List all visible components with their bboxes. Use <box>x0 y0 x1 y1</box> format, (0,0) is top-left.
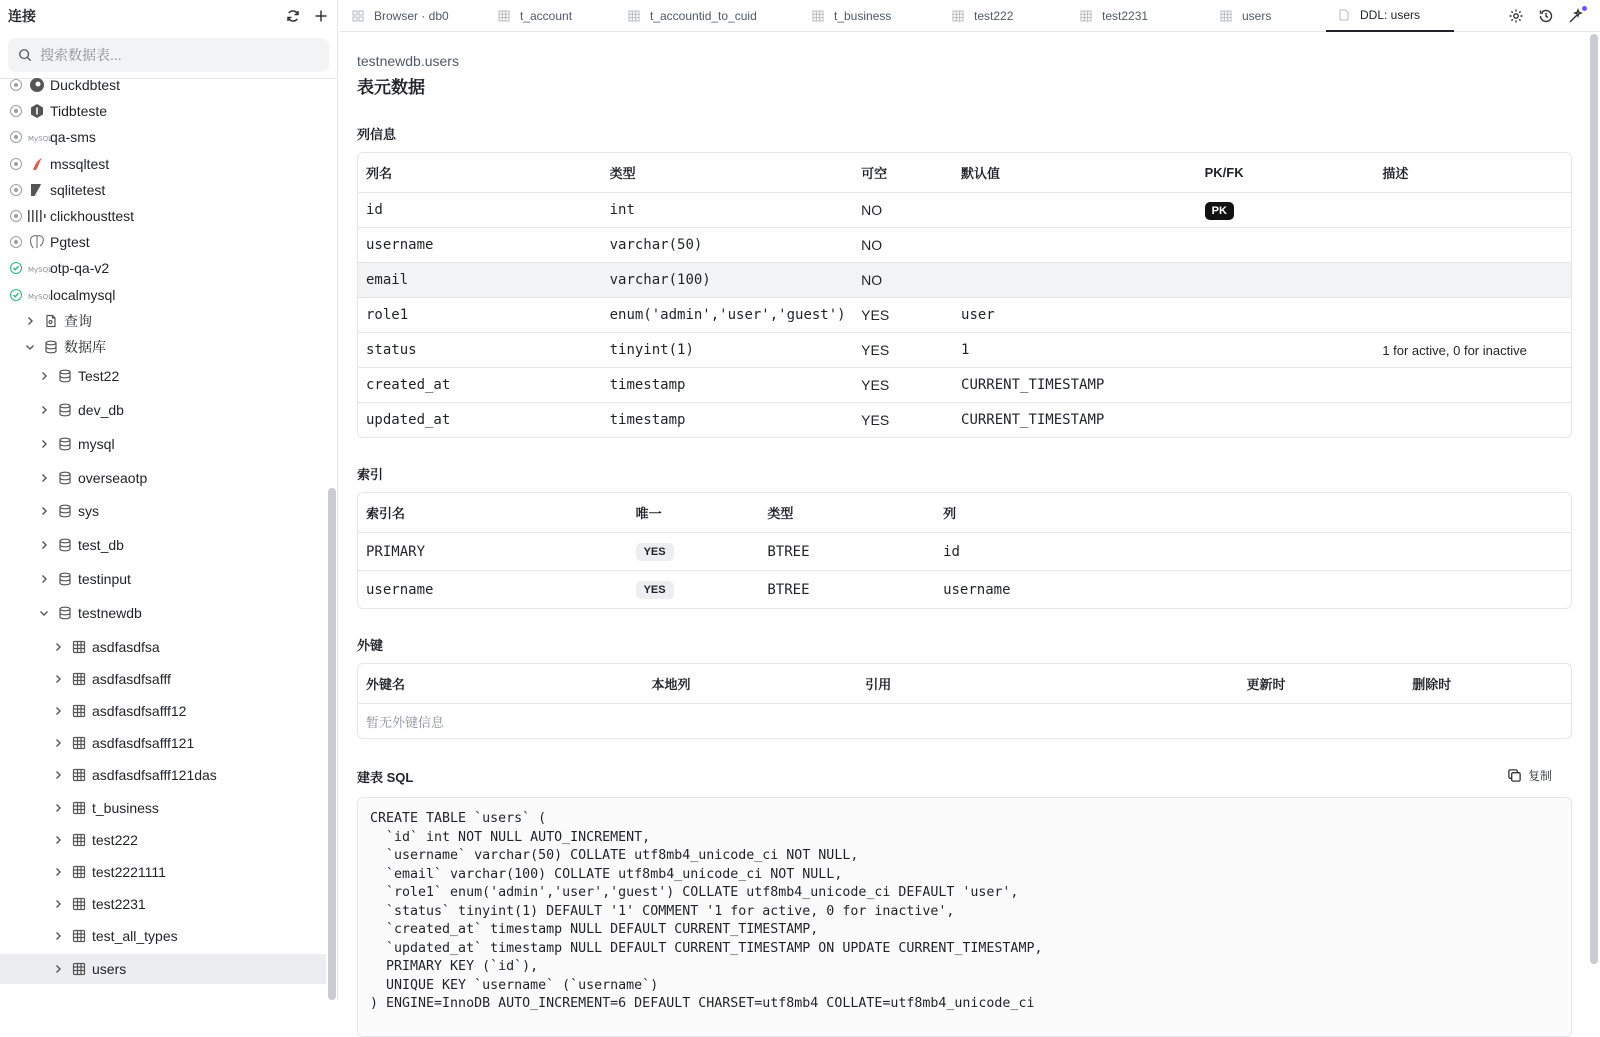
cell-default: 1 <box>961 342 970 358</box>
database-icon <box>58 504 72 518</box>
sidebar-title: 连接 <box>8 8 36 24</box>
cell-pk <box>1197 201 1375 220</box>
chevron-right-icon[interactable] <box>38 573 50 585</box>
chevron-right-icon[interactable] <box>52 930 64 942</box>
chevron-right-icon[interactable] <box>52 963 64 975</box>
query-file-icon <box>44 314 58 328</box>
table-icon <box>72 865 86 879</box>
index-header: 列 <box>943 506 957 521</box>
connection-label: mssqltest <box>50 155 110 172</box>
table-icon <box>812 10 824 22</box>
connection-item[interactable] <box>0 255 326 281</box>
index-cell-name: PRIMARY <box>366 543 426 560</box>
connection-label: localmysql <box>50 286 116 303</box>
tab-label: users <box>1242 8 1272 23</box>
table-item[interactable] <box>0 825 326 855</box>
table-icon <box>72 640 86 654</box>
table-icon <box>1080 10 1092 22</box>
database-label: overseaotp <box>78 469 148 486</box>
database-item[interactable] <box>0 363 326 389</box>
chevron-right-icon[interactable] <box>38 505 50 517</box>
mysql-icon <box>28 287 53 303</box>
fk-header-row <box>358 664 1571 703</box>
table-row[interactable] <box>358 570 1571 608</box>
table-label: test2231 <box>92 896 146 913</box>
table-item[interactable] <box>0 921 326 951</box>
index-header: 索引名 <box>366 506 406 521</box>
grid-icon <box>352 10 364 22</box>
cell-default: CURRENT_TIMESTAMP <box>961 412 1105 428</box>
disconnected-status-icon <box>10 158 22 170</box>
svg-text:MySQL: MySQL <box>28 135 53 144</box>
table-icon <box>72 929 86 943</box>
mysql-icon <box>28 260 53 276</box>
chevron-right-icon[interactable] <box>52 705 64 717</box>
column-header: 描述 <box>1382 166 1409 181</box>
table-label: test_all_types <box>92 928 178 945</box>
foreign-key-table <box>357 663 1572 739</box>
breadcrumb: testnewdb.users <box>357 53 459 69</box>
column-header: 可空 <box>861 166 888 181</box>
columns-section-title: 列信息 <box>357 127 397 142</box>
fk-header: 外键名 <box>366 677 406 692</box>
tab-label: t_business <box>834 8 892 23</box>
cell-name: created_at <box>366 377 451 393</box>
index-header: 类型 <box>767 506 794 521</box>
duckdb-icon <box>28 77 46 93</box>
database-item[interactable] <box>0 566 326 592</box>
tab-ddl-users[interactable] <box>1326 0 1454 32</box>
table-label: asdfasdfsa <box>92 638 160 655</box>
chevron-right-icon[interactable] <box>24 315 36 327</box>
chevron-right-icon[interactable] <box>52 737 64 749</box>
refresh-icon[interactable] <box>285 8 301 24</box>
connection-item[interactable] <box>0 151 326 177</box>
table-row[interactable] <box>358 532 1571 570</box>
connection-item[interactable] <box>0 177 326 203</box>
database-icon <box>58 437 72 451</box>
search-icon <box>18 48 32 62</box>
chevron-down-icon[interactable] <box>24 341 36 353</box>
index-cell-columns: id <box>943 543 960 560</box>
chevron-right-icon[interactable] <box>52 834 64 846</box>
chevron-right-icon[interactable] <box>52 641 64 653</box>
sidebar <box>0 0 338 1000</box>
table-icon <box>72 736 86 750</box>
table-label: asdfasdfsafff121das <box>92 767 217 784</box>
table-row[interactable] <box>358 332 1571 367</box>
table-icon <box>952 10 964 22</box>
tab-bar <box>340 0 1600 32</box>
chevron-right-icon[interactable] <box>52 769 64 781</box>
create-table-sql: CREATE TABLE `users` ( `id` int NOT NULL AUTO_INCREMENT, `username` varchar(50) COLLATE utf8mb4_unicode_ci NOT NULL, `email` varchar(100) COLLATE utf8mb4_unicode_ci NOT NULL, `role1` enum('admin','user','guest') COLLATE utf8mb4_unicode_ci DEFAULT 'user', `status` tinyint(1) DEFAULT '1' COMMENT '1 for active, 0 for inactive', `created_at` timestamp NULL DEFAULT CURRENT_TIMESTAMP, `updated_at` timestamp NULL DEFAULT CURRENT_TIMESTAMP ON UPDATE CURRENT_TIMESTAMP, PRIMARY KEY (`id`), UNIQUE KEY `username` (`username`) ) ENGINE=InnoDB AUTO_INCREMENT=6 DEFAULT CHARSET=utf8mb4 COLLATE=utf8mb4_unicode_ci <box>370 811 1043 1011</box>
cell-nullable: NO <box>861 237 883 253</box>
chevron-right-icon[interactable] <box>52 673 64 685</box>
chevron-right-icon[interactable] <box>52 866 64 878</box>
database-item[interactable] <box>0 498 326 524</box>
cell-nullable: YES <box>861 342 890 358</box>
index-cell-type: BTREE <box>767 581 810 598</box>
column-header: PK/FK <box>1204 165 1244 180</box>
table-row[interactable] <box>358 367 1571 402</box>
copy-button[interactable] <box>1507 767 1552 784</box>
index-table <box>357 492 1572 609</box>
database-icon <box>58 538 72 552</box>
column-header: 默认值 <box>961 166 1001 181</box>
tab-users[interactable] <box>1208 0 1326 32</box>
connection-label: Tidbteste <box>50 103 108 120</box>
database-icon <box>58 606 72 620</box>
table-row[interactable] <box>358 402 1571 437</box>
table-icon <box>72 768 86 782</box>
connection-label: sqlitetest <box>50 181 106 198</box>
database-item[interactable] <box>0 465 326 491</box>
chevron-right-icon[interactable] <box>38 539 50 551</box>
tidb-icon <box>28 103 46 119</box>
database-icon <box>44 340 58 354</box>
column-header: 列名 <box>366 166 393 181</box>
file-icon <box>1338 9 1350 21</box>
chevron-right-icon[interactable] <box>38 370 50 382</box>
index-cell-name: username <box>366 581 434 598</box>
table-row[interactable] <box>358 192 1571 227</box>
table-icon <box>628 10 640 22</box>
table-row[interactable] <box>358 262 1571 297</box>
cell-type: enum('admin','user','guest') <box>609 307 846 323</box>
table-item[interactable] <box>0 793 326 823</box>
notification-dot <box>1582 6 1587 11</box>
add-connection-icon[interactable] <box>313 8 329 24</box>
table-item[interactable] <box>0 664 326 694</box>
cell-type: varchar(50) <box>609 237 703 253</box>
tab-t-accountid-to-cuid[interactable] <box>616 0 800 32</box>
connection-label: Pgtest <box>50 234 90 251</box>
page-title: 表元数据 <box>357 78 425 97</box>
sqlite-icon <box>28 182 46 198</box>
disconnected-status-icon <box>10 210 22 222</box>
index-cell-columns: username <box>943 581 1011 598</box>
column-header: 类型 <box>609 166 636 181</box>
cell-desc: 1 for active, 0 for inactive <box>1382 342 1527 358</box>
search-input[interactable] <box>40 47 300 63</box>
copy-label: 复制 <box>1527 769 1552 783</box>
disconnected-status-icon <box>10 131 22 143</box>
index-header: 唯一 <box>635 506 662 521</box>
tab-test222[interactable] <box>940 0 1068 32</box>
connected-status-icon <box>10 289 22 301</box>
fk-empty-row <box>358 703 1571 738</box>
fk-section-title: 外键 <box>357 638 384 653</box>
unique-badge: YES <box>636 543 674 561</box>
tab-label: t_account <box>520 8 573 23</box>
cell-name: status <box>366 342 417 358</box>
cell-name: email <box>366 272 409 288</box>
table-label: users <box>92 960 127 977</box>
fk-header: 更新时 <box>1246 677 1286 692</box>
fk-header: 本地列 <box>651 677 691 692</box>
cell-nullable: YES <box>861 307 890 323</box>
table-label: asdfasdfsafff12 <box>92 703 187 719</box>
tree-node-databases[interactable] <box>0 334 326 360</box>
cell-nullable: NO <box>861 202 883 218</box>
history-icon[interactable] <box>1538 8 1554 24</box>
database-label: testnewdb <box>78 604 142 621</box>
connection-label: otp-qa-v2 <box>50 260 110 277</box>
disconnected-status-icon <box>10 105 22 117</box>
table-item[interactable] <box>0 696 326 726</box>
sidebar-header <box>0 0 337 32</box>
connection-tree <box>0 77 326 1000</box>
index-cell-unique <box>628 580 760 599</box>
settings-icon[interactable] <box>1508 8 1524 24</box>
clickhouse-icon <box>28 208 46 224</box>
cell-name: role1 <box>366 307 409 323</box>
table-icon <box>72 672 86 686</box>
ai-assistant-button[interactable] <box>1568 8 1584 24</box>
columns-table <box>357 152 1572 438</box>
table-label: asdfasdfsafff121 <box>92 735 195 752</box>
table-label: asdfasdfsafff <box>92 670 171 687</box>
database-item[interactable] <box>0 532 326 558</box>
connected-status-icon <box>10 262 22 274</box>
ddl-panel <box>340 34 1588 1011</box>
connection-item[interactable] <box>0 203 326 229</box>
connection-label: clickhousttest <box>50 208 135 224</box>
database-label: test_db <box>78 537 124 554</box>
table-item[interactable] <box>0 889 326 919</box>
connection-item[interactable] <box>0 282 326 308</box>
database-label: dev_db <box>78 402 124 418</box>
cell-name: id <box>366 202 383 218</box>
table-icon <box>72 897 86 911</box>
table-item[interactable] <box>0 728 326 758</box>
main-scrollbar[interactable] <box>1590 34 1598 964</box>
chevron-right-icon[interactable] <box>38 404 50 416</box>
cell-name: updated_at <box>366 412 451 428</box>
tab-label: t_accountid_to_cuid <box>650 8 757 23</box>
copy-icon <box>1507 768 1522 783</box>
table-icon <box>72 833 86 847</box>
connection-item[interactable] <box>0 229 326 255</box>
tab-browser-db0[interactable] <box>340 0 486 32</box>
disconnected-status-icon <box>10 79 22 91</box>
tab-label: test222 <box>974 8 1014 23</box>
sidebar-scrollbar[interactable] <box>328 488 336 1000</box>
table-label: t_business <box>92 799 159 816</box>
cell-nullable: YES <box>861 412 890 428</box>
pk-badge: PK <box>1205 202 1234 220</box>
table-item[interactable] <box>0 760 326 790</box>
connection-item[interactable] <box>0 124 326 150</box>
cell-type: timestamp <box>609 377 686 393</box>
index-cell-unique <box>628 542 760 561</box>
chevron-right-icon[interactable] <box>38 472 50 484</box>
sql-code-block[interactable] <box>357 797 1572 1037</box>
database-label: Test22 <box>78 368 120 385</box>
cell-default: user <box>961 307 995 323</box>
cell-type: varchar(100) <box>609 272 711 288</box>
table-label: test222 <box>92 831 138 848</box>
cell-type: timestamp <box>609 412 686 428</box>
table-icon <box>72 801 86 815</box>
cell-nullable: NO <box>861 272 883 288</box>
cell-type: tinyint(1) <box>609 342 694 358</box>
unique-badge: YES <box>636 581 674 599</box>
database-item[interactable] <box>0 600 326 626</box>
disconnected-status-icon <box>10 236 22 248</box>
table-item[interactable] <box>0 954 326 984</box>
table-icon <box>498 10 510 22</box>
table-row[interactable] <box>358 297 1571 332</box>
search-box[interactable] <box>8 38 329 72</box>
fk-header: 引用 <box>865 677 892 692</box>
database-icon <box>58 369 72 383</box>
tab-label: DDL: users <box>1360 7 1421 22</box>
table-row[interactable] <box>358 227 1571 262</box>
database-label: mysql <box>78 435 115 452</box>
chevron-right-icon[interactable] <box>52 898 64 910</box>
svg-text:MySQL: MySQL <box>28 266 53 275</box>
columns-header-row <box>358 153 1571 192</box>
table-icon <box>1220 10 1232 22</box>
mysql-icon <box>28 129 53 145</box>
table-icon <box>72 962 86 976</box>
chevron-right-icon[interactable] <box>52 802 64 814</box>
sql-section-title: 建表 SQL <box>357 770 414 785</box>
table-icon <box>72 704 86 718</box>
index-cell-type: BTREE <box>767 543 810 560</box>
tree-node-queries[interactable] <box>0 308 326 334</box>
cell-nullable: YES <box>861 377 890 393</box>
connection-label: qa-sms <box>50 129 96 146</box>
index-header-row <box>358 493 1571 532</box>
database-label: testinput <box>78 571 131 587</box>
fk-empty-message: 暂无外键信息 <box>366 714 445 730</box>
tab-label: Browser · db0 <box>374 8 449 23</box>
database-label: sys <box>78 503 99 520</box>
tree-node-label: 数据库 <box>64 339 106 355</box>
connection-label: Duckdbtest <box>50 77 121 93</box>
tab-t-business[interactable] <box>800 0 940 32</box>
fk-header: 删除时 <box>1412 677 1452 692</box>
connection-item[interactable] <box>0 72 326 98</box>
database-icon <box>58 471 72 485</box>
mssql-icon <box>28 156 46 172</box>
cell-type: int <box>609 202 635 218</box>
tab-t-account[interactable] <box>486 0 616 32</box>
database-icon <box>58 572 72 586</box>
table-item[interactable] <box>0 632 326 662</box>
svg-text:MySQL: MySQL <box>28 292 53 301</box>
index-section-title: 索引 <box>357 467 384 482</box>
sparkle-icon <box>1568 8 1584 24</box>
tab-test2231[interactable] <box>1068 0 1208 32</box>
cell-name: username <box>366 237 434 253</box>
cell-default: CURRENT_TIMESTAMP <box>961 377 1105 393</box>
tab-label: test2231 <box>1102 8 1149 23</box>
table-label: test2221111 <box>92 864 166 880</box>
database-item[interactable] <box>0 397 326 423</box>
chevron-right-icon[interactable] <box>38 438 50 450</box>
postgres-icon <box>28 234 46 250</box>
database-icon <box>58 403 72 417</box>
database-item[interactable] <box>0 431 326 457</box>
table-item[interactable] <box>0 857 326 887</box>
disconnected-status-icon <box>10 184 22 196</box>
connection-item[interactable] <box>0 98 326 124</box>
tree-node-label: 查询 <box>64 312 92 329</box>
chevron-down-icon[interactable] <box>38 607 50 619</box>
